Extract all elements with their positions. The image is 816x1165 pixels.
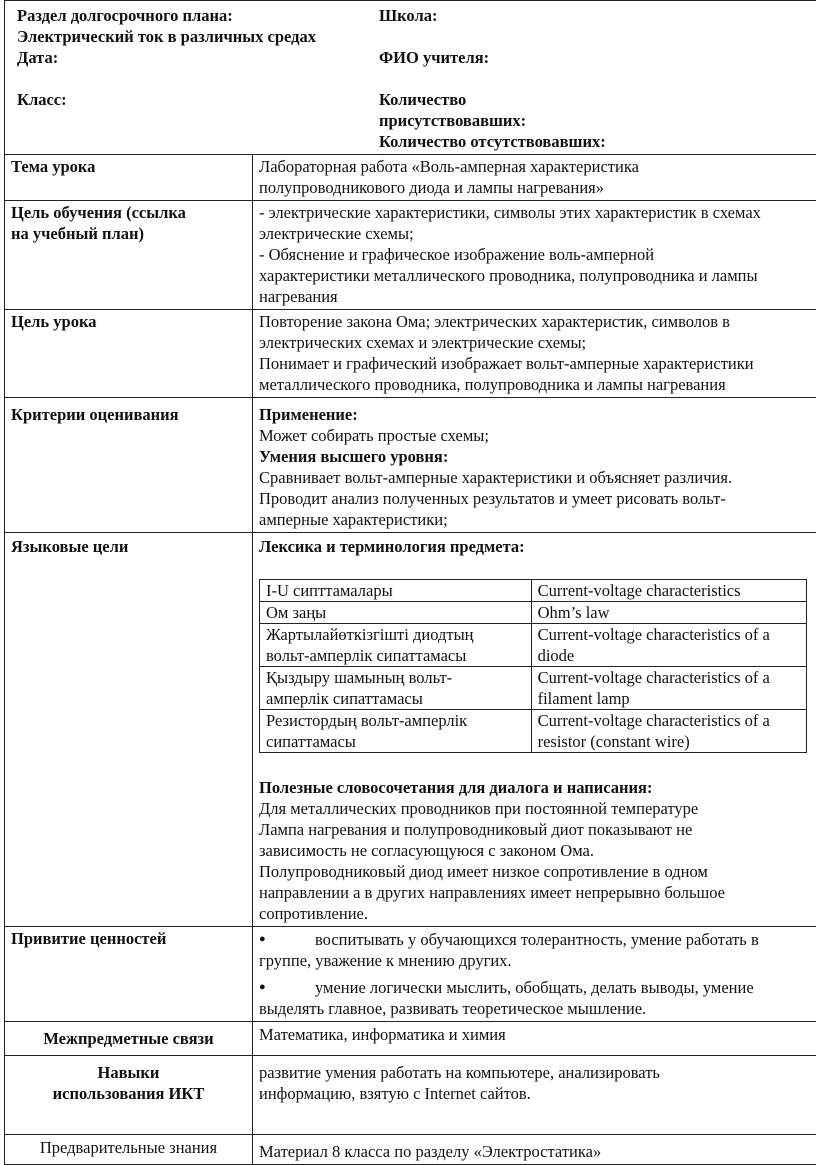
vocab-row (260, 667, 807, 710)
text-line: амперные характеристики; (259, 509, 816, 530)
higher-title: Умения высшего уровня: (259, 446, 816, 467)
values-label: Привитие ценностей (5, 927, 253, 1022)
values-bullet: ● воспитывать у обучающихся толерантность, умение работать в группе, уважение к мнению других. (259, 929, 816, 971)
header-left (17, 5, 379, 152)
language-label: Языковые цели (5, 533, 253, 927)
label-line: Цель обучения (ссылка (11, 202, 246, 223)
cross-text: Математика, информатика и химия (253, 1022, 816, 1056)
lesson-plan-page (4, 0, 816, 1146)
header-row (5, 1, 816, 155)
section-label: Раздел долгосрочного плана: (17, 5, 379, 26)
cross-label: Межпредметные связи (5, 1022, 253, 1056)
phrase-line: Полупроводниковый диод имеет низкое сопротивление в одном (259, 861, 816, 882)
class-label: Класс: (17, 89, 379, 110)
present-label-1: Количество (379, 89, 816, 110)
date-label: Дата: (17, 47, 379, 68)
lesson-goal-text (253, 310, 816, 398)
ict-text: развитие умения работать на компьютере, анализировать информацию, взятую с Internet сайтов. (253, 1056, 816, 1135)
vocab-table (259, 579, 807, 753)
phrase-line: Лампа нагревания и полупроводниковый диот показывают не (259, 819, 816, 840)
text-line: нагревания (259, 286, 816, 307)
topic-line: полупроводникового диода и лампы нагревания» (259, 177, 816, 198)
language-content (253, 533, 816, 927)
learning-goal-text (253, 201, 816, 310)
vocab-en: Current-voltage characteristics of a filament lamp (531, 667, 806, 710)
vocab-en: Ohm’s law (531, 602, 806, 624)
text-line: Понимает и графический изображает вольт-амперные характеристики (259, 353, 816, 374)
criteria-text (253, 398, 816, 533)
values-bullet: ● умение логически мыслить, обобщать, делать выводы, умение выделять главное, развивать теоретическое мышление. (259, 977, 816, 1019)
learning-goal-row (5, 201, 816, 310)
teacher-label: ФИО учителя: (379, 47, 816, 68)
vocab-kz: Жартылайөткізгішті диодтың вольт-амперлік сипаттамасы (260, 624, 532, 667)
section-value: Электрический ток в различных средах (17, 26, 379, 47)
bullet-icon: ● (259, 977, 315, 998)
text-line: электрических схемах и электрические схемы; (259, 332, 816, 353)
text-line: электрические схемы; (259, 223, 816, 244)
topic-line: Лабораторная работа «Воль-амперная характеристика (259, 156, 816, 177)
topic-row (5, 155, 816, 201)
learning-goal-label (5, 201, 253, 310)
vocab-title: Лексика и терминология предмета: (259, 536, 816, 557)
school-label: Школа: (379, 5, 816, 26)
phrase-line: Для металлических проводников при постоянной температуре (259, 798, 816, 819)
phrase-line: зависимость не согласующуюся с законом Ома. (259, 840, 816, 861)
phrase-line: сопротивление. (259, 903, 816, 924)
absent-label: Количество отсутствовавших: (379, 131, 816, 152)
application-text: Может собирать простые схемы; (259, 425, 816, 446)
cross-row (5, 1022, 816, 1056)
vocab-en: Current-voltage characteristics (531, 580, 806, 602)
vocab-en: Current-voltage characteristics of a diode (531, 624, 806, 667)
values-content (253, 927, 816, 1022)
text-line: Сравнивает вольт-амперные характеристики и объясняет различия. (259, 467, 816, 488)
phrase-line: направлении а в других направлениях имеет непрерывно большое (259, 882, 816, 903)
vocab-kz: Ом заңы (260, 602, 532, 624)
criteria-row (5, 398, 816, 533)
topic-label: Тема урока (5, 155, 253, 201)
lesson-plan-table (4, 0, 816, 1165)
vocab-en: Current-voltage characteristics of a resistor (constant wire) (531, 710, 806, 753)
vocab-row (260, 710, 807, 753)
application-title: Применение: (259, 404, 816, 425)
header-right (379, 5, 816, 152)
vocab-row (260, 624, 807, 667)
label-line: на учебный план) (11, 223, 246, 244)
vocab-kz: I-U сипттамалары (260, 580, 532, 602)
language-row (5, 533, 816, 927)
header-cell (5, 1, 816, 155)
ict-row (5, 1056, 816, 1135)
text-line: - Обяснение и графическое изображение воль-амперной (259, 244, 816, 265)
vocab-row (260, 602, 807, 624)
prior-label: Предварительные знания (5, 1135, 253, 1165)
topic-text (253, 155, 816, 201)
text-line: характеристики металлического проводника, полупроводника и лампы (259, 265, 816, 286)
prior-text: Материал 8 класса по разделу «Электростатика» (253, 1135, 816, 1165)
lesson-goal-label: Цель урока (5, 310, 253, 398)
phrases-title: Полезные словосочетания для диалога и написания: (259, 777, 816, 798)
lesson-goal-row (5, 310, 816, 398)
ict-label: Навыки использования ИКТ (5, 1056, 253, 1135)
text-line: Проводит анализ полученных результатов и умеет рисовать вольт- (259, 488, 816, 509)
vocab-row (260, 580, 807, 602)
values-row (5, 927, 816, 1022)
vocab-kz: Қыздыру шамының вольт- амперлік сипаттамасы (260, 667, 532, 710)
text-line: - электрические характеристики, символы этих характеристик в схемах (259, 202, 816, 223)
bullet-icon: ● (259, 929, 315, 950)
prior-row (5, 1135, 816, 1165)
present-label-2: присутствовавших: (379, 110, 816, 131)
text-line: металлического проводника, полупроводника и лампы нагревания (259, 374, 816, 395)
vocab-kz: Резистордың вольт-амперлік сипаттамасы (260, 710, 532, 753)
text-line: Повторение закона Ома; электрических характеристик, символов в (259, 311, 816, 332)
criteria-label: Критерии оценивания (5, 398, 253, 533)
